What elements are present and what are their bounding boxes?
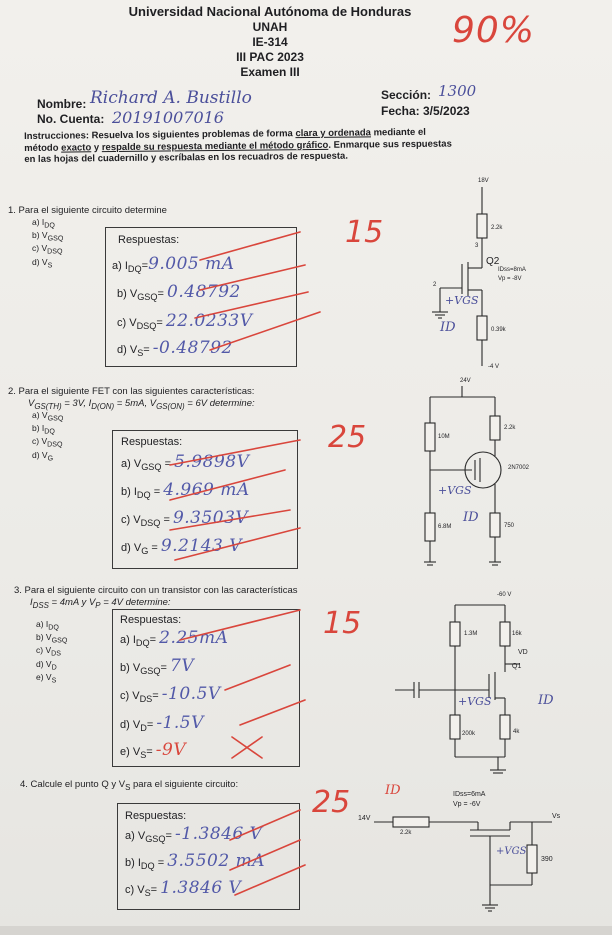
p1-answer-c: c) $V_{DSQ}= 22.0233V$ xyxy=(117,311,253,332)
p3-answer-a: a) $I_{DQ}= 2.25mA$ xyxy=(120,628,229,649)
c1-note-vgs: +VGS xyxy=(445,294,479,307)
c3-r2: 200k xyxy=(462,731,476,737)
p3-answer-b: b) $V_{GSQ}= 7V$ xyxy=(120,656,195,677)
p2-answer-c: c) $V_{DSQ} = 9.3503V$ xyxy=(121,508,249,529)
p2-answer-d: d) $V_G = 9.2143$ V xyxy=(121,536,243,557)
c2-vdd: 24V xyxy=(460,378,471,384)
answer-box-2-title: Respuestas: xyxy=(121,436,183,448)
seccion-label: Sección: xyxy=(381,88,432,102)
c3-vd: VD xyxy=(518,649,528,656)
c2-note-id: ID xyxy=(463,510,479,525)
c4-rd: 2.2k xyxy=(400,830,412,836)
p2-answer-b: b) $I_{DQ} = 4.969$ mA xyxy=(121,480,250,501)
grade-mark: 90% xyxy=(452,10,536,51)
answer-box-4-title: Respuestas: xyxy=(125,810,187,822)
nombre-label: Nombre: xyxy=(37,97,87,111)
c1-rd: 2.2k xyxy=(491,225,503,231)
c2-rs: 750 xyxy=(504,523,515,529)
c3-r1: 1.3M xyxy=(464,631,478,637)
p3-answer-d: d) $V_D= -1.5V$ xyxy=(120,713,204,734)
c2-note-vgs: +VGS xyxy=(438,484,472,497)
p1-score: 15 xyxy=(345,215,384,250)
cuenta-label: No. Cuenta: xyxy=(37,112,105,126)
p3-answer-e: e) $V_S= -9V$ xyxy=(120,740,187,761)
problem-2-characteristics: $V_{GS(TH)} = 3V$, $I_{D(ON)} = 5mA$, $V_{GS(ON)} = 6V$ determine: xyxy=(28,398,255,411)
c3-note-id: ID xyxy=(538,693,554,708)
university-acronym: UNAH xyxy=(252,20,288,34)
p2-score: 25 xyxy=(328,420,367,455)
problem-1-items: a) $I_{DQ}$ b) $V_{GSQ}$ c) $V_{DSQ}$ d) $V_S$ xyxy=(32,217,64,270)
c4-note-vgs: +VGS xyxy=(496,846,527,857)
problem-3-characteristics: $I_{DSS} = 4mA$ y $V_P = 4V$ determine: xyxy=(30,597,171,610)
p4-answer-c: c) $V_S= 1.3846$ V xyxy=(125,878,242,899)
page-edge xyxy=(0,926,612,935)
course-code: IE-314 xyxy=(252,35,288,49)
circuit-2 xyxy=(424,386,501,565)
c4-idss: IDss=6mA xyxy=(453,791,486,798)
answer-box-3-title: Respuestas: xyxy=(120,614,182,626)
c2-part: 2N7002 xyxy=(508,465,530,471)
c1-idss: IDss=8mA xyxy=(498,267,526,273)
problem-3-statement: 3. Para el siguiente circuito con un transistor con las características xyxy=(14,585,298,596)
c2-r2: 6.8M xyxy=(438,524,452,530)
c1-rs: 0.39k xyxy=(491,327,506,333)
instructions: Instrucciones: Resuelva los siguientes problemas de forma clara y ordenada mediante el método exacto y respalde su respuesta mediante el método gráfico. Enmarque sus respuestas en las hojas del cuadernillo y escríbalas en los recuadros de respuesta. xyxy=(24,126,452,165)
instructions-label: Instrucciones: xyxy=(24,130,90,142)
p4-score: 25 xyxy=(312,785,351,820)
problem-2-items: a) $V_{GSQ}$ b) $I_{DQ}$ c) $V_{DSQ}$ d) $V_G$ xyxy=(32,410,64,463)
c3-rd: 16k xyxy=(512,631,522,637)
p2-answer-a: a) $V_{GSQ} = 5.9898V$ xyxy=(121,452,250,473)
cuenta-value: 20191007016 xyxy=(112,108,224,127)
c1-pin2: 2 xyxy=(433,282,437,288)
c4-vin: 14V xyxy=(358,815,371,822)
c4-vs: Vs xyxy=(552,813,561,820)
fecha-label: Fecha: 3/5/2023 xyxy=(381,104,470,118)
problem-3-items: a) $I_{DQ}$ b) $V_{GSQ}$ c) $V_{DS}$ d) $V_D$ e) $V_S$ xyxy=(36,619,68,685)
c1-vss: -4 V xyxy=(488,364,500,370)
c3-q: Q1 xyxy=(512,663,522,670)
problem-2-statement: 2. Para el siguiente FET con las siguientes características: xyxy=(8,386,255,397)
circuit-1 xyxy=(432,187,487,366)
c2-r1: 10M xyxy=(438,434,450,440)
c4-vp: Vp = -6V xyxy=(453,801,481,808)
c2-rd: 2.2k xyxy=(504,425,516,431)
seccion-value: 1300 xyxy=(438,82,477,100)
p1-answer-d: d) $V_S= -0.48792$ xyxy=(117,338,233,359)
c1-q: Q2 xyxy=(486,256,500,267)
problem-4-statement: 4. Calcule el punto Q y $V_S$ para el siguiente circuito: xyxy=(20,779,239,792)
c4-rs: 390 xyxy=(541,856,553,863)
circuit-3 xyxy=(395,605,520,773)
c3-rs: 4k xyxy=(513,729,520,735)
university-name: Universidad Nacional Autónoma de Honduras xyxy=(128,4,412,19)
c1-vdd: 18V xyxy=(478,178,489,184)
problem-1-statement: 1. Para el siguiente circuito determine xyxy=(8,205,167,216)
c3-note-vgs: +VGS xyxy=(458,695,492,708)
p1-answer-b: b) $V_{GSQ}= 0.48792$ xyxy=(117,282,241,303)
exam-title: Examen III xyxy=(240,65,300,79)
c1-note-id: ID xyxy=(440,320,456,335)
c4-note-id: ID xyxy=(385,783,401,798)
c1-vp: Vp = -8V xyxy=(498,276,522,282)
nombre-value: Richard A. Bustillo xyxy=(90,88,252,108)
academic-period: III PAC 2023 xyxy=(236,50,304,64)
c1-pin3: 3 xyxy=(475,243,479,249)
p1-answer-a: a) $I_{DQ}=9.005$ mA xyxy=(112,254,235,275)
answer-box-1-title: Respuestas: xyxy=(118,234,180,246)
p3-answer-c: c) $V_{DS}= -10.5V$ xyxy=(120,684,221,705)
p3-score: 15 xyxy=(323,606,362,641)
p4-answer-a: a) $V_{GSQ}= -1.3846$ V xyxy=(125,824,263,845)
p4-answer-b: b) $I_{DQ} = 3.5502$ mA xyxy=(125,851,265,872)
c3-vdd: -60 V xyxy=(497,592,512,598)
